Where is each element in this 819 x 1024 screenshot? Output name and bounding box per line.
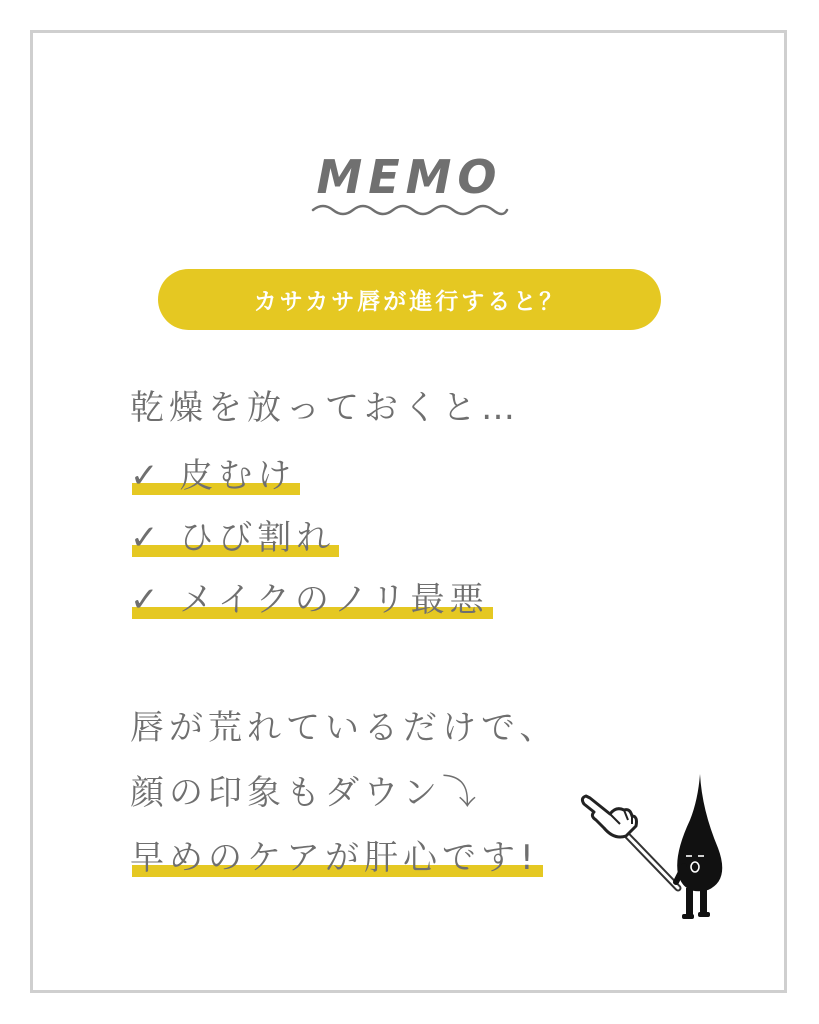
closing-line-2: 顔の印象もダウン⤵ xyxy=(130,773,481,813)
closing-line-1: 唇が荒れているだけで、 xyxy=(130,708,559,748)
checklist-item-label: ✓ 皮むけ xyxy=(130,456,297,496)
wave-underline-icon xyxy=(311,200,509,220)
checklist-item xyxy=(130,572,489,621)
checklist-item xyxy=(130,510,335,559)
pointing-hand-icon xyxy=(582,796,636,837)
closing-line-3-text: 早めのケアが肝心です! xyxy=(130,838,539,878)
closing-line-3 xyxy=(130,830,539,879)
checklist-item-label: ✓ ひび割れ xyxy=(130,518,336,558)
checklist-item-label: ✓ メイクのノリ最悪 xyxy=(130,580,489,620)
question-banner-label: カサカサ唇が進行すると？ xyxy=(253,289,566,315)
ink-drop-mascot-icon xyxy=(580,770,740,925)
checklist-intro: 乾燥を放っておくと… xyxy=(130,388,520,428)
memo-title: MEMO xyxy=(316,150,503,204)
question-banner xyxy=(158,269,661,330)
checklist-item xyxy=(130,448,296,497)
